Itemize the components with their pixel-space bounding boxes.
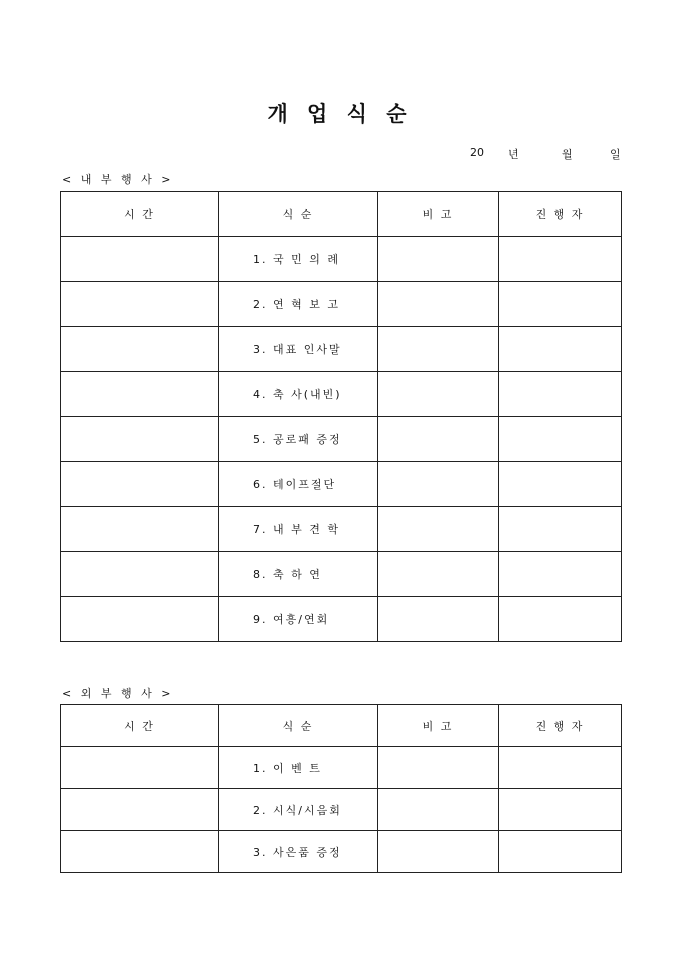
table-header-row bbox=[61, 192, 622, 237]
host-cell[interactable] bbox=[499, 789, 622, 831]
header-time: 시 간 bbox=[61, 192, 219, 237]
table-row bbox=[61, 831, 622, 873]
time-cell[interactable] bbox=[61, 282, 219, 327]
time-cell[interactable] bbox=[61, 789, 219, 831]
table-row bbox=[61, 552, 622, 597]
header-order: 식 순 bbox=[219, 705, 378, 747]
order-cell: 9. 여흥/연회 bbox=[219, 597, 378, 642]
note-cell[interactable] bbox=[378, 552, 499, 597]
time-cell[interactable] bbox=[61, 507, 219, 552]
time-cell[interactable] bbox=[61, 462, 219, 507]
time-cell[interactable] bbox=[61, 597, 219, 642]
order-cell: 6. 테이프절단 bbox=[219, 462, 378, 507]
host-cell[interactable] bbox=[499, 282, 622, 327]
date-day-unit: 일 bbox=[610, 148, 621, 161]
table-row bbox=[61, 507, 622, 552]
host-cell[interactable] bbox=[499, 507, 622, 552]
order-cell: 8. 축 하 연 bbox=[219, 552, 378, 597]
time-cell[interactable] bbox=[61, 372, 219, 417]
note-cell[interactable] bbox=[378, 789, 499, 831]
date-line bbox=[470, 146, 630, 162]
order-cell: 3. 대표 인사말 bbox=[219, 327, 378, 372]
order-cell: 7. 내 부 견 학 bbox=[219, 507, 378, 552]
external-section-label: < 외 부 행 사 > bbox=[62, 687, 174, 700]
note-cell[interactable] bbox=[378, 417, 499, 462]
table-row bbox=[61, 747, 622, 789]
table-row bbox=[61, 597, 622, 642]
note-cell[interactable] bbox=[378, 237, 499, 282]
table-header-row bbox=[61, 705, 622, 747]
host-cell[interactable] bbox=[499, 372, 622, 417]
note-cell[interactable] bbox=[378, 327, 499, 372]
internal-section-label: < 내 부 행 사 > bbox=[62, 173, 174, 186]
note-cell[interactable] bbox=[378, 831, 499, 873]
host-cell[interactable] bbox=[499, 237, 622, 282]
table-row bbox=[61, 237, 622, 282]
order-cell: 1. 이 벤 트 bbox=[219, 747, 378, 789]
header-host: 진 행 자 bbox=[499, 705, 622, 747]
host-cell[interactable] bbox=[499, 552, 622, 597]
date-month-unit: 월 bbox=[562, 148, 573, 161]
note-cell[interactable] bbox=[378, 597, 499, 642]
order-cell: 4. 축 사(내빈) bbox=[219, 372, 378, 417]
time-cell[interactable] bbox=[61, 831, 219, 873]
host-cell[interactable] bbox=[499, 831, 622, 873]
time-cell[interactable] bbox=[61, 747, 219, 789]
date-year-prefix: 20 bbox=[470, 146, 484, 159]
host-cell[interactable] bbox=[499, 417, 622, 462]
header-order: 식 순 bbox=[219, 192, 378, 237]
header-host: 진 행 자 bbox=[499, 192, 622, 237]
table-row bbox=[61, 372, 622, 417]
header-time: 시 간 bbox=[61, 705, 219, 747]
host-cell[interactable] bbox=[499, 747, 622, 789]
order-cell: 2. 연 혁 보 고 bbox=[219, 282, 378, 327]
header-note: 비 고 bbox=[378, 192, 499, 237]
host-cell[interactable] bbox=[499, 462, 622, 507]
page-title: 개 업 식 순 bbox=[267, 101, 413, 126]
note-cell[interactable] bbox=[378, 282, 499, 327]
host-cell[interactable] bbox=[499, 597, 622, 642]
table-row bbox=[61, 462, 622, 507]
order-cell: 1. 국 민 의 례 bbox=[219, 237, 378, 282]
time-cell[interactable] bbox=[61, 552, 219, 597]
table-row bbox=[61, 789, 622, 831]
order-cell: 2. 시식/시음회 bbox=[219, 789, 378, 831]
time-cell[interactable] bbox=[61, 237, 219, 282]
note-cell[interactable] bbox=[378, 507, 499, 552]
order-cell: 3. 사은품 증정 bbox=[219, 831, 378, 873]
table-row bbox=[61, 282, 622, 327]
time-cell[interactable] bbox=[61, 327, 219, 372]
order-cell: 5. 공로패 증정 bbox=[219, 417, 378, 462]
note-cell[interactable] bbox=[378, 372, 499, 417]
external-schedule-table bbox=[60, 704, 622, 873]
date-year-unit: 년 bbox=[508, 148, 519, 161]
internal-schedule-table bbox=[60, 191, 622, 642]
table-row bbox=[61, 327, 622, 372]
header-note: 비 고 bbox=[378, 705, 499, 747]
time-cell[interactable] bbox=[61, 417, 219, 462]
note-cell[interactable] bbox=[378, 462, 499, 507]
host-cell[interactable] bbox=[499, 327, 622, 372]
table-row bbox=[61, 417, 622, 462]
note-cell[interactable] bbox=[378, 747, 499, 789]
